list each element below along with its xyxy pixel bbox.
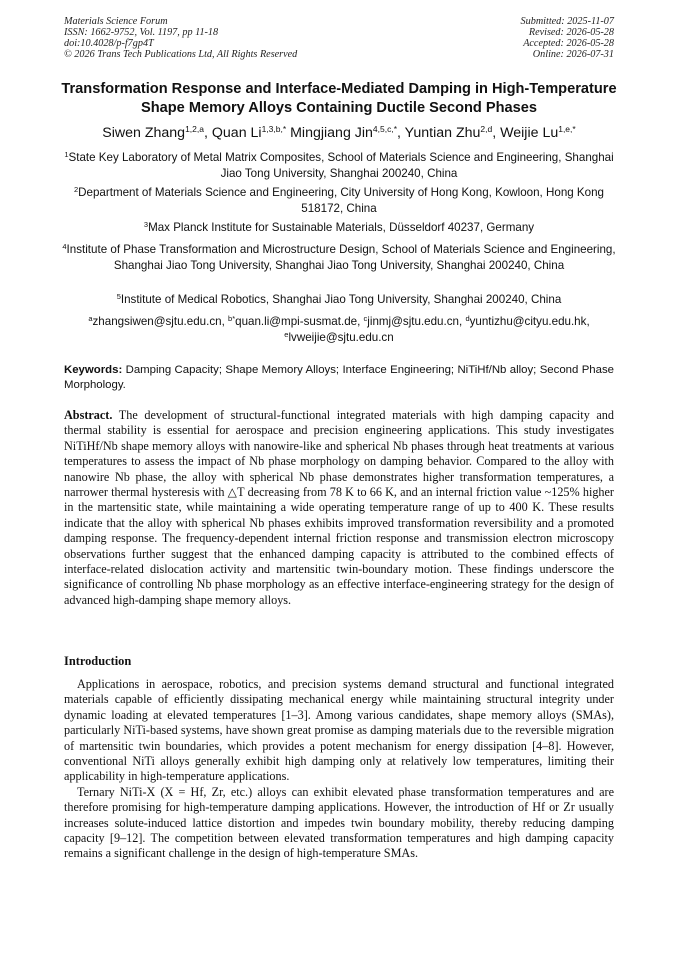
keywords-text: Damping Capacity; Shape Memory Alloys; Interface Engineering; NiTiHf/Nb alloy; Second Phase Morphology. xyxy=(64,364,614,391)
email-list: $^a$zhangsiwen@sjtu.edu.cn, $^{b*}$quan.li@mpi-susmat.de, $^c$jinmj@sjtu.edu.cn, $^d$yuntizhu@cityu.edu.hk, $^e$lvweijie@sjtu.edu.cn xyxy=(88,314,590,344)
author-name: Siwen Zhang xyxy=(102,125,186,141)
keywords-block xyxy=(64,363,614,392)
email-marker: b* xyxy=(228,314,236,323)
publication-dates xyxy=(521,16,614,60)
email-address[interactable]: zhangsiwen@sjtu.edu.cn xyxy=(92,315,222,328)
email-marker: a xyxy=(88,314,93,323)
email-marker: d xyxy=(465,314,470,323)
abstract-label: Abstract. xyxy=(64,408,113,422)
affiliation-number: 4 xyxy=(62,242,67,251)
submitted-date: Submitted: 2025-11-07 xyxy=(520,16,614,27)
email-address[interactable]: quan.li@mpi-susmat.de xyxy=(235,315,358,328)
introduction-body xyxy=(64,677,614,862)
email-address[interactable]: lvweijie@sjtu.edu.cn xyxy=(288,330,394,344)
author-affiliation-marker: 2,d xyxy=(480,124,493,134)
abstract-text: The development of structural-functional integrated materials with high damping capacity and thermal stability is essential for aerospace and precision engineering applications. This study investigates NiTiHf/Nb shape memory alloys with nanowire-like and spherical Nb phases through heat treatments at various temperatures to assess the impact of Nb phase morphology on damping behavior. Compared to the alloy with nanowire Nb phase, the alloy with spherical Nb phase demonstrates higher transformation temperatures, a narrower thermal hysteresis with △T decreasing from 78 K to 66 K, and an internal friction value ~125% higher in the martensitic state, while maintaining a wide operating temperature range of up to 400 K. These results indicate that the alloy with spherical Nb phases exhibits improved transformation reversibility and a promoted damping response. The frequency-dependent internal friction response and transmission electron microscopy observations further suggest that the enhanced damping capacity is attributed to the combined effects of interface-related dislocation activity and martensitic twin-boundary motion. These findings underscore the significance of controlling Nb phase morphology as an effective interface-engineering strategy for the design of advanced high-damping shape memory alloys. xyxy=(64,408,614,607)
author-name: Quan Li xyxy=(211,125,262,141)
affiliation-5 xyxy=(60,292,618,308)
author-name: Weijie Lu xyxy=(500,125,559,141)
email-marker: c xyxy=(363,314,368,323)
author-affiliation-marker: 1,3,b,* xyxy=(261,124,287,134)
author-name: Yuntian Zhu xyxy=(404,125,481,141)
affiliation-number: 1 xyxy=(64,150,69,159)
doi-line: doi:10.4028/p-f7gp4T xyxy=(64,38,154,49)
affiliation-1 xyxy=(60,150,618,181)
online-date: Online: 2026-07-31 xyxy=(532,49,614,60)
keywords-label: Keywords: xyxy=(64,364,123,376)
author-affiliation-marker: 4,5,c,* xyxy=(372,124,398,134)
email-address[interactable]: jinmj@sjtu.edu.cn xyxy=(367,315,459,328)
affiliation-text: Institute of Medical Robotics, Shanghai Jiao Tong University, Shanghai 200240, China xyxy=(120,293,562,306)
author-list: Siwen Zhang$^{1,2,a}$, Quan $Li^{1,3,b,*}$ Mingjiang Jin$^{4,5,c,*}$, Yuntian Zhu$^{2,d}$, Weijie $Lu^{1,e,*}$ xyxy=(102,124,576,141)
introduction-paragraph: Applications in aerospace, robotics, and precision systems demand structural and functional integrated materials capable of efficiently dissipating mechanical energy while maintaining structural integrity under dynamic loading at elevated temperatures [1–3]. Among various candidates, shape memory alloys (SMAs), particularly NiTi-based systems, have shown great promise as damping materials due to the reversible migration of martensitic twin boundaries, which provides a potent mechanism for energy dissipation [4–8]. However, conventional NiTi alloys generally exhibit high damping only at relatively low temperatures, limiting their applicability in high-temperature applications. xyxy=(64,677,614,784)
email-address[interactable]: yuntizhu@cityu.edu.hk xyxy=(469,315,587,328)
introduction-heading: Introduction xyxy=(64,654,132,668)
affiliation-number: 3 xyxy=(143,220,149,229)
accepted-date: Accepted: 2026-05-28 xyxy=(523,38,614,49)
affiliation-number: 5 xyxy=(116,292,121,301)
author-name: Mingjiang Jin xyxy=(290,125,373,141)
author-affiliation-marker: 1,e,* xyxy=(558,124,576,134)
paper-title: Transformation Response and Interface-Mediated Damping in High-Temperature Shape Memory Alloys Containing Ductile Second Phases xyxy=(61,81,617,116)
abstract-block xyxy=(64,408,614,608)
email-marker: e xyxy=(284,329,289,339)
affiliation-text: Department of Materials Science and Engineering, City University of Hong Kong, Kowloon, Hong Kong 518172, China xyxy=(78,186,605,215)
affiliation-number: 2 xyxy=(73,185,79,194)
introduction-paragraph: Ternary NiTi-X (X = Hf, Zr, etc.) alloys can exhibit elevated phase transformation temperatures and are therefore promising for high-temperature damping applications. However, the introduction of Hf or Zr usually increases solute-induced lattice distortion and impedes twin boundary mobility, thereby reducing damping capacity [9–12]. The competition between elevated transformation temperatures and high damping capacity remains a significant challenge in the design of high-temperature SMAs. xyxy=(64,784,614,861)
author-affiliation-marker: 1,2,a xyxy=(185,124,204,134)
journal-name: Materials Science Forum xyxy=(64,16,168,27)
copyright-line: © 2026 Trans Tech Publications Ltd, All Rights Reserved xyxy=(64,49,298,60)
issn-line: ISSN: 1662-9752, Vol. 1197, pp 11-18 xyxy=(64,27,219,38)
journal-info xyxy=(64,16,297,60)
affiliation-text: State Key Laboratory of Metal Matrix Composites, School of Materials Science and Engineering, Shanghai Jiao Tong University, Shanghai 200240, China xyxy=(68,151,614,180)
revised-date: Revised: 2026-05-28 xyxy=(528,27,614,38)
affiliation-4 xyxy=(60,242,618,273)
journal-header xyxy=(64,16,614,60)
affiliation-2 xyxy=(60,185,618,216)
affiliation-3 xyxy=(60,220,618,236)
affiliation-text: Institute of Phase Transformation and Microstructure Design, School of Materials Science and Engineering, Shanghai Jiao Tong University, Shanghai Jiao Tong University, Shanghai 200240, China xyxy=(66,243,616,272)
affiliation-text: Max Planck Institute for Sustainable Materials, Düsseldorf 40237, Germany xyxy=(148,221,535,234)
